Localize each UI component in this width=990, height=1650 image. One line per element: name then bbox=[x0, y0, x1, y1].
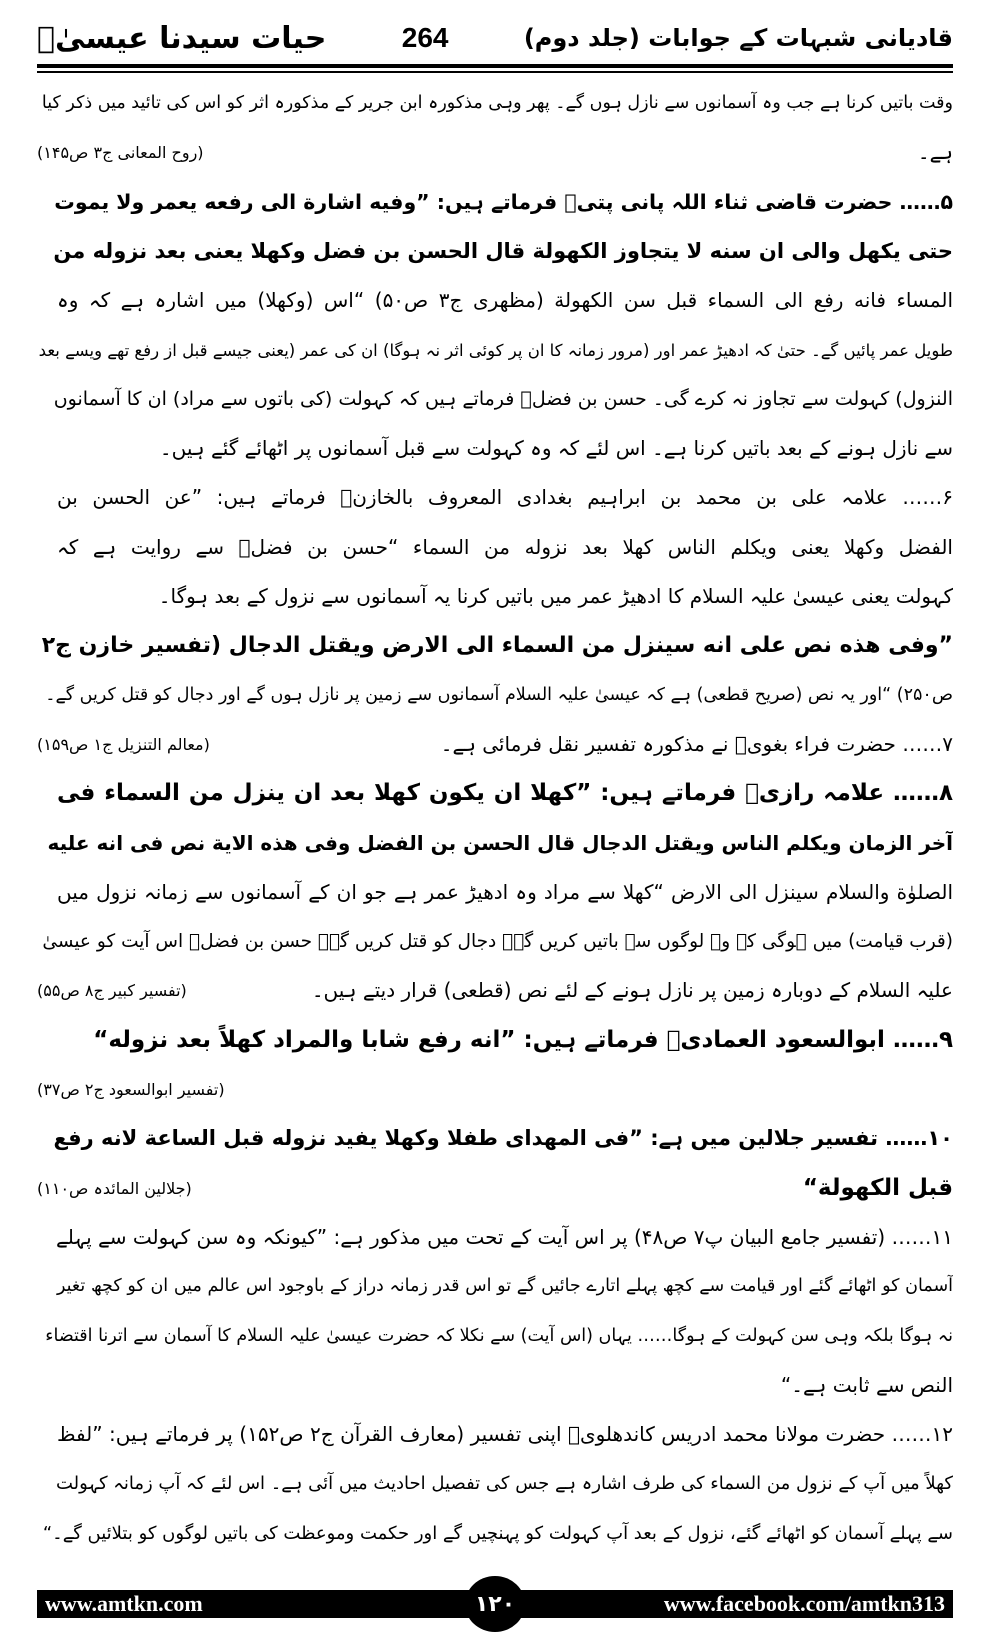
line-text: النزول) کہولت سے تجاوز نہ کرے گی۔ حسن بن فضلؒ فرماتے ہیں کہ کہولت (کی باتوں سے مراد) ان کا آسمانوں bbox=[53, 388, 953, 410]
text-line bbox=[37, 428, 953, 468]
line-text: طویل عمر پائیں گے۔ حتیٰ کہ ادھیڑ عمر اور (مرور زمانہ کا ان پر کوئی اثر نہ ہوگا) ان کی عمر (یعنی جیسے قبل از رفع تھے ویسے بعد bbox=[38, 340, 953, 360]
line-text: ۸…… علامہ رازیؒ فرماتے ہیں: ”کهلا ان یکون کهلا بعد ان ینزل من السماء فی bbox=[57, 780, 953, 806]
text-line bbox=[37, 1217, 953, 1257]
page-number: 264 bbox=[401, 22, 449, 53]
text-line bbox=[37, 576, 953, 616]
line-text: کھلاً میں آپ کے نزول من السماء کی طرف اشارہ ہے جس کی تفصیل احادیث میں آئی ہے۔ اس لئے کہ آپ زمانہ کہولت bbox=[55, 1472, 953, 1494]
line-text: نہ ہوگا بلکہ وہی سن کہولت کے ہوگا…… یہاں (اس آیت) سے نکلا کہ حضرت عیسیٰ علیہ السلام کا آسمان سے اترنا اقتضاء bbox=[45, 1326, 953, 1346]
line-text: ۱۱…… (تفسیر جامع البیان پ۷ ص۴۸) پر اس آیت کے تحت میں مذکور ہے: ”کیونکہ وہ سن کہولت سے پہلے bbox=[56, 1225, 953, 1249]
header-rule bbox=[37, 64, 953, 68]
line-text: ۹…… ابوالسعود العمادیؒ فرماتے ہیں: ”انه رفع شابا والمراد کهلاً بعد نزوله“ bbox=[93, 1027, 953, 1053]
text-line bbox=[37, 280, 953, 320]
text-line bbox=[37, 823, 953, 863]
line-text: ۵…… حضرت قاضی ثناء اللہ پانی پتیؒ فرماتے ہیں: ”وفیه اشارة الی رفعه یعمر ولا یموت bbox=[54, 190, 953, 214]
line-text: آخر الزمان ویکلم الناس ویقتل الدجال قال الحسن بن الفضل وفی هذه الایة نص فی انه علیه bbox=[47, 831, 953, 855]
text-line bbox=[37, 182, 953, 222]
text-line bbox=[37, 1020, 953, 1060]
line-text: حتی یکهل والی ان سنه لا یتجاوز الکهولة قال الحسن بن فضل وکهلا یعنی بعد نزوله من bbox=[53, 239, 953, 263]
line-text: قبل الکهولة“ bbox=[802, 1175, 953, 1201]
text-line bbox=[37, 970, 953, 1010]
text-line bbox=[37, 675, 953, 715]
line-text: ۷…… حضرت فراء بغویؒ نے مذکورہ تفسیر نقل فرمائی ہے۔ bbox=[440, 732, 953, 756]
line-text: ”وفی هذه نص علی انه سینزل من السماء الی الارض ویقتل الدجال (تفسیر خازن ج۲ bbox=[41, 632, 953, 658]
line-text: ۱۰…… تفسیر جلالین میں ہے: ”فی المهدای طفلا وکهلا یفید نزوله قبل الساعة لانه رفع bbox=[53, 1126, 953, 1150]
reference-citation: (تفسیر کبیر ج۸ ص۵۵) bbox=[37, 980, 187, 1000]
line-text: وقت باتیں کرنا ہے جب وہ آسمانوں سے نازل ہوں گے۔ پھر وہی مذکورہ ابن جریر کے مذکورہ اثر کو اس کی تائید میں ذکر کیا bbox=[41, 93, 953, 113]
reference-citation: (تفسیر ابوالسعود ج۲ ص۳۷) bbox=[37, 1079, 225, 1099]
text-line bbox=[37, 477, 953, 517]
line-text: الصلوٰة والسلام سینزل الی الارض “کھلا سے مراد وہ ادھیڑ عمر ہے جو ان کے آسمانوں سے زمانہ نزول میں bbox=[57, 880, 953, 904]
text-line bbox=[37, 330, 953, 370]
line-text: علیہ السلام کے دوبارہ زمین پر نازل ہونے کے لئے نص (قطعی) قرار دیتے ہیں۔ bbox=[311, 978, 953, 1002]
facebook-link[interactable]: www.facebook.com/amtkn313 bbox=[663, 1591, 945, 1616]
line-text: ۱۲…… حضرت مولانا محمد ادریس کاندھلویؒ اپنی تفسیر (معارف القرآن ج۲ ص۱۵۲) پر فرماتے ہیں: ”لفظ bbox=[57, 1422, 953, 1446]
line-text: آسمان کو اٹھائے گئے اور قیامت سے کچھ پہلے اتارے جائیں گے تو اس قدر زمانہ دراز کے باوجود اس عالم میں ان کو کچھ تغیر bbox=[57, 1276, 953, 1296]
text-line bbox=[37, 83, 953, 123]
text-line bbox=[37, 1316, 953, 1356]
line-text: سے پہلے آسمان کو اٹھائے گئے، نزول کے بعد آپ کہولت کو پہنچیں گے اور حکمت وموعظت کی باتیں لوگوں کو بتلائیں گے۔“ bbox=[42, 1522, 953, 1544]
line-text: ۶…… علامہ علی بن محمد بن ابراہیم بغدادی المعروف بالخازنؒ فرماتے ہیں: ”عن الحسن بن bbox=[57, 485, 953, 509]
text-line bbox=[37, 1118, 953, 1158]
line-text: ص۲۵۰) “اور یہ نص (صریح قطعی) ہے کہ عیسیٰ علیہ السلام آسمانوں سے زمین پر نازل ہوں گے اور دجال کو قتل کریں گے۔ bbox=[45, 685, 953, 705]
sheet-number-badge: ۱۲۰ bbox=[465, 1576, 525, 1632]
text-line bbox=[37, 132, 953, 172]
text-line bbox=[37, 379, 953, 419]
book-series-title: قادیانی شبہات کے جوابات (جلد دوم) bbox=[523, 24, 953, 52]
text-line bbox=[37, 773, 953, 813]
text-line bbox=[37, 625, 953, 665]
line-text: سے نازل ہونے کے بعد باتیں کرنا ہے۔ اس لئے کہ وہ کہولت سے قبل آسمانوں پر اٹھائے گئے ہیں۔ bbox=[159, 436, 953, 460]
line-text: (قرب قیامت) میں ہوگی کہ وہ لوگوں سے باتیں کریں گے۔ دجال کو قتل کریں گے۔ حسن بن فضلؒ اس آیت کو عیسیٰ bbox=[42, 930, 953, 952]
text-line bbox=[37, 1513, 953, 1553]
book-title: حیات سیدنا عیسیٰؑ bbox=[37, 20, 327, 56]
reference-citation: (جلالین المائدہ ص۱۱۰) bbox=[37, 1178, 192, 1198]
text-line bbox=[37, 1069, 953, 1109]
reference-citation: (روح المعانی ج۳ ص۱۴۵) bbox=[37, 142, 204, 162]
running-header bbox=[37, 16, 953, 60]
text-line bbox=[37, 1168, 953, 1208]
text-line bbox=[37, 921, 953, 961]
text-line bbox=[37, 231, 953, 271]
line-text: کہولت یعنی عیسیٰ علیہ السلام کا ادھیڑ عمر میں باتیں کرنا یہ آسمانوں سے نزول کے بعد ہوگا۔ bbox=[158, 584, 953, 608]
text-line bbox=[37, 1414, 953, 1454]
line-text: الفضل وکهلا یعنی ویکلم الناس کهلا بعد نزوله من السماء “حسن بن فضلؒ سے روایت ہے کہ bbox=[57, 535, 953, 559]
line-text: النص سے ثابت ہے۔“ bbox=[780, 1373, 953, 1397]
line-text: المساء فانه رفع الی السماء قبل سن الکهولة (مظهری ج۳ ص۵۰) “اس (وکھلا) میں اشارہ ہے کہ وہ bbox=[57, 288, 953, 312]
text-line bbox=[37, 527, 953, 567]
header-rule-thin bbox=[37, 71, 953, 73]
website-link[interactable]: www.amtkn.com bbox=[45, 1591, 203, 1616]
text-line bbox=[37, 1365, 953, 1405]
text-line bbox=[37, 1463, 953, 1503]
text-line bbox=[37, 724, 953, 764]
text-line bbox=[37, 1266, 953, 1306]
text-line bbox=[37, 872, 953, 912]
reference-citation: (معالم التنزیل ج۱ ص۱۵۹) bbox=[37, 734, 210, 754]
line-text: ہے۔ bbox=[917, 140, 953, 164]
